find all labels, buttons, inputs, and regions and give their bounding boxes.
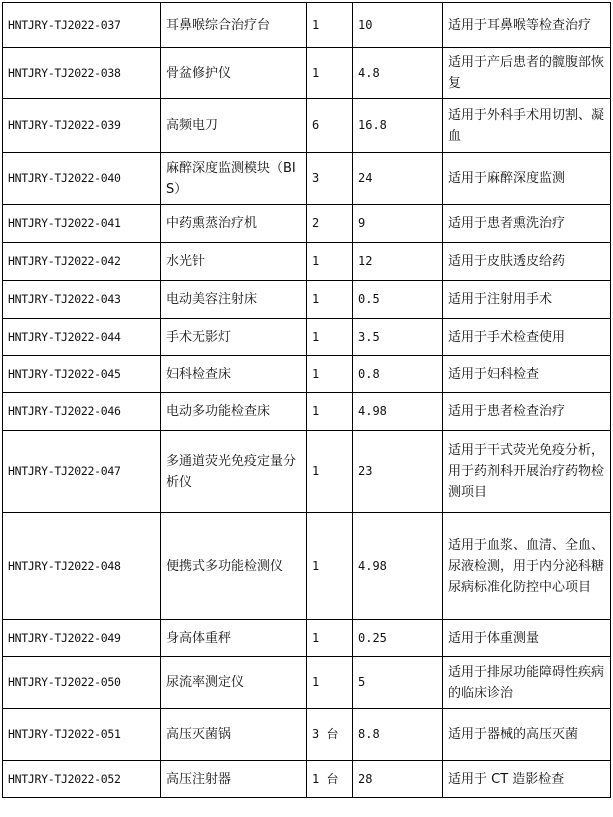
item-name: 身高体重秤 — [161, 620, 307, 657]
item-usage: 适用于注射用手术 — [443, 281, 611, 319]
item-usage: 适用于干式荧光免疫分析，用于药剂科开展治疗药物检测项目 — [443, 431, 611, 513]
item-code: HNTJRY-TJ2022-045 — [3, 356, 161, 393]
table-row — [3, 243, 611, 281]
item-usage: 适用于产后患者的髋腹部恢复 — [443, 48, 611, 99]
item-code: HNTJRY-TJ2022-041 — [3, 205, 161, 243]
table-row — [3, 431, 611, 513]
item-name: 耳鼻喉综合治疗台 — [161, 3, 307, 48]
item-usage: 适用于妇科检查 — [443, 356, 611, 393]
item-usage: 适用于手术检查使用 — [443, 319, 611, 356]
item-budget: 4.98 — [353, 393, 443, 431]
item-budget: 12 — [353, 243, 443, 281]
table-row — [3, 281, 611, 319]
item-budget: 0.25 — [353, 620, 443, 657]
item-budget: 23 — [353, 431, 443, 513]
item-budget: 5 — [353, 657, 443, 709]
item-code: HNTJRY-TJ2022-046 — [3, 393, 161, 431]
item-budget: 16.8 — [353, 99, 443, 153]
item-budget: 24 — [353, 153, 443, 205]
item-usage: 适用于血浆、血清、全血、尿液检测，用于内分泌科糖尿病标准化防控中心项目 — [443, 513, 611, 620]
item-quantity: 1 台 — [307, 761, 353, 798]
item-code: HNTJRY-TJ2022-047 — [3, 431, 161, 513]
table-row — [3, 761, 611, 798]
item-quantity: 1 — [307, 243, 353, 281]
item-budget: 0.8 — [353, 356, 443, 393]
item-budget: 0.5 — [353, 281, 443, 319]
equipment-table — [2, 2, 611, 798]
item-code: HNTJRY-TJ2022-042 — [3, 243, 161, 281]
item-quantity: 1 — [307, 281, 353, 319]
item-quantity: 2 — [307, 205, 353, 243]
item-name: 麻醉深度监测模块（BIS） — [161, 153, 307, 205]
table-row — [3, 319, 611, 356]
item-quantity: 3 — [307, 153, 353, 205]
table-row — [3, 3, 611, 48]
item-quantity: 1 — [307, 356, 353, 393]
item-code: HNTJRY-TJ2022-051 — [3, 709, 161, 761]
item-name: 妇科检查床 — [161, 356, 307, 393]
item-usage: 适用于皮肤透皮给药 — [443, 243, 611, 281]
item-quantity: 1 — [307, 431, 353, 513]
item-name: 高压灭菌锅 — [161, 709, 307, 761]
item-usage: 适用于器械的高压灭菌 — [443, 709, 611, 761]
item-usage: 适用于外科手术用切割、凝血 — [443, 99, 611, 153]
item-budget: 28 — [353, 761, 443, 798]
item-quantity: 1 — [307, 513, 353, 620]
item-budget: 4.98 — [353, 513, 443, 620]
item-code: HNTJRY-TJ2022-037 — [3, 3, 161, 48]
item-usage: 适用于 CT 造影检查 — [443, 761, 611, 798]
item-name: 便携式多功能检测仪 — [161, 513, 307, 620]
table-row — [3, 48, 611, 99]
item-budget: 8.8 — [353, 709, 443, 761]
item-quantity: 1 — [307, 319, 353, 356]
table-row — [3, 620, 611, 657]
item-name: 多通道荧光免疫定量分析仪 — [161, 431, 307, 513]
item-budget: 4.8 — [353, 48, 443, 99]
item-quantity: 1 — [307, 657, 353, 709]
item-usage: 适用于耳鼻喉等检查治疗 — [443, 3, 611, 48]
item-budget: 10 — [353, 3, 443, 48]
table-row — [3, 393, 611, 431]
table-row — [3, 153, 611, 205]
item-usage: 适用于患者熏洗治疗 — [443, 205, 611, 243]
item-code: HNTJRY-TJ2022-043 — [3, 281, 161, 319]
table-row — [3, 356, 611, 393]
item-code: HNTJRY-TJ2022-044 — [3, 319, 161, 356]
item-quantity: 1 — [307, 393, 353, 431]
item-name: 手术无影灯 — [161, 319, 307, 356]
item-usage: 适用于患者检查治疗 — [443, 393, 611, 431]
item-name: 电动多功能检查床 — [161, 393, 307, 431]
item-budget: 3.5 — [353, 319, 443, 356]
item-code: HNTJRY-TJ2022-052 — [3, 761, 161, 798]
table-row — [3, 657, 611, 709]
item-code: HNTJRY-TJ2022-038 — [3, 48, 161, 99]
item-quantity: 1 — [307, 48, 353, 99]
item-code: HNTJRY-TJ2022-039 — [3, 99, 161, 153]
item-usage: 适用于麻醉深度监测 — [443, 153, 611, 205]
table-row — [3, 709, 611, 761]
table-row — [3, 99, 611, 153]
table-row — [3, 513, 611, 620]
item-code: HNTJRY-TJ2022-040 — [3, 153, 161, 205]
item-quantity: 1 — [307, 620, 353, 657]
item-name: 中药熏蒸治疗机 — [161, 205, 307, 243]
item-usage: 适用于体重测量 — [443, 620, 611, 657]
item-quantity: 6 — [307, 99, 353, 153]
item-name: 骨盆修护仪 — [161, 48, 307, 99]
item-name: 水光针 — [161, 243, 307, 281]
item-code: HNTJRY-TJ2022-049 — [3, 620, 161, 657]
item-quantity: 3 台 — [307, 709, 353, 761]
item-name: 尿流率测定仪 — [161, 657, 307, 709]
item-name: 电动美容注射床 — [161, 281, 307, 319]
item-quantity: 1 — [307, 3, 353, 48]
table-row — [3, 205, 611, 243]
item-name: 高压注射器 — [161, 761, 307, 798]
item-code: HNTJRY-TJ2022-048 — [3, 513, 161, 620]
item-name: 高频电刀 — [161, 99, 307, 153]
item-usage: 适用于排尿功能障碍性疾病的临床诊治 — [443, 657, 611, 709]
item-code: HNTJRY-TJ2022-050 — [3, 657, 161, 709]
item-budget: 9 — [353, 205, 443, 243]
